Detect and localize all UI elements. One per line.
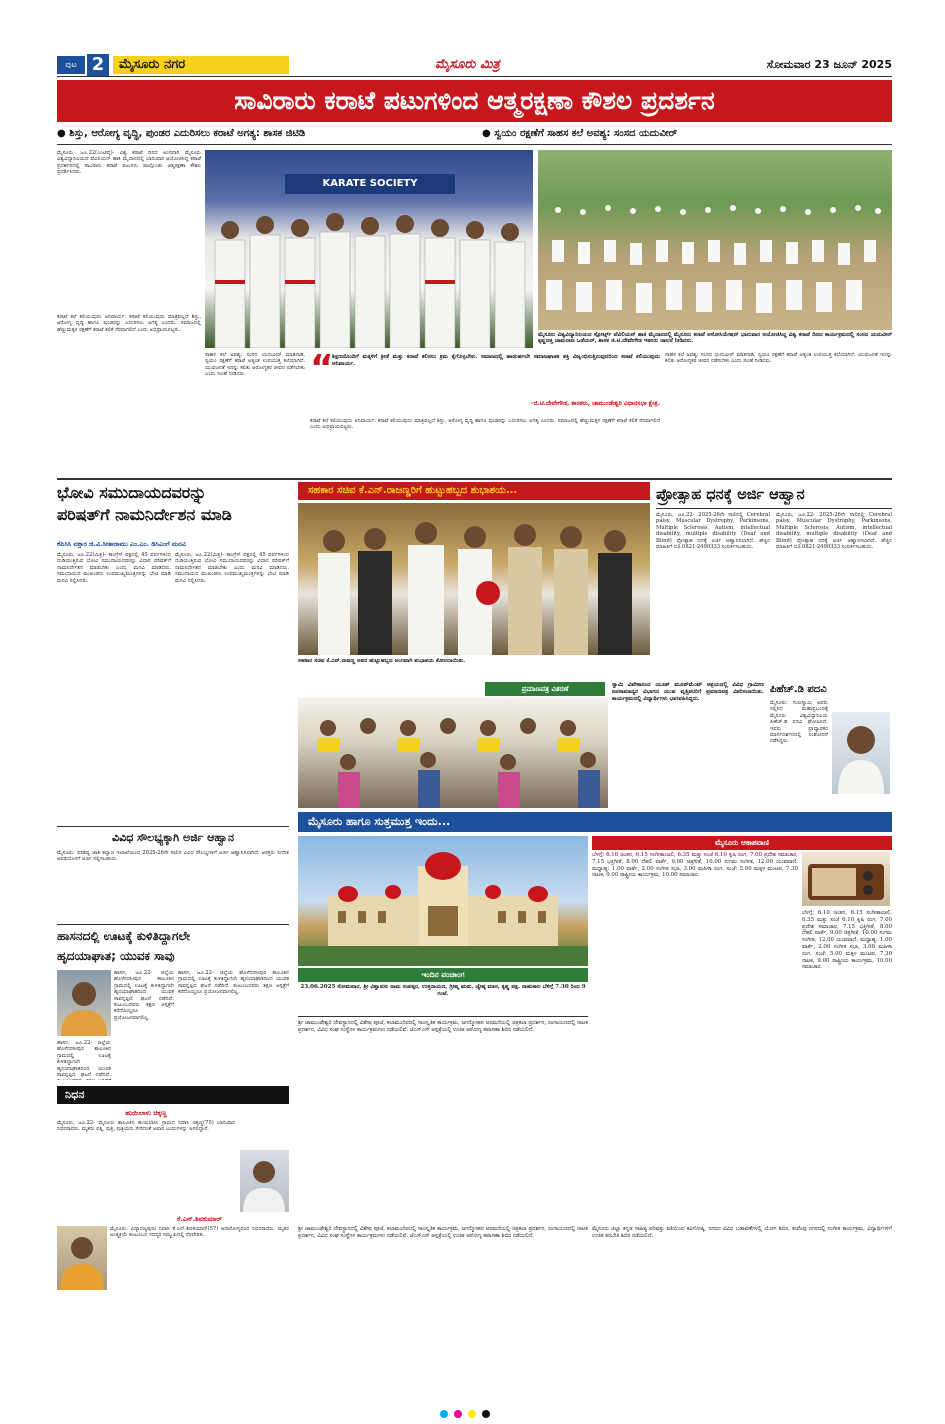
palace-illustration [298, 836, 588, 966]
obituary-body-2: ಮೈಸೂರು: ವಿದ್ಯಾರಣ್ಯಪುರಂ ನಿವಾಸಿ ಕೆ.ಎನ್.ಶಿವಕುಮಾರ್(57) ಅನಾರೋಗ್ಯದಿಂದ ನಿಧನರಾದರು. ಮೃತರ ಅಂತ್ಯಕ್ರಿಯೆ ಕುಟುಂಬದ ಸದಸ್ಯರ ಸಮ್ಮುಖದಲ್ಲಿ ನೆರವೇರಿತು. [110, 1226, 289, 1239]
certificate-body: ಸ್ವಾಮಿ ವಿವೇಕಾನಂದ ಯೂತ್ ಮೂವ್‌ಮೆಂಟ್ ಆಶ್ರಯದಲ್ಲಿ ವಿವಿಧ ಗ್ರಾಮೀಣ ಜನಸಾಮಾನ್ಯರ ವಿಭಾಗದ ಯುವ ವೃತ್ತಿಪರರಿಗೆ ಪ್ರಮಾಣಪತ್ರ ವಿತರಿಸಲಾಯಿತು. ಕಾರ್ಯಕ್ರಮದಲ್ಲಿ ವಿದ್ಯಾರ್ಥಿಗಳು ಭಾಗವಹಿಸಿದ್ದರು. [612, 682, 764, 702]
minister-header: ಸಹಕಾರ ಸಚಿವ ಕೆ.ಎನ್.ರಾಜಣ್ಣರಿಗೆ ಹುಟ್ಟುಹಬ್ಬದ ಶುಭಾಶಯ... [308, 485, 518, 496]
obituary-header-band [57, 1086, 289, 1104]
karate-dignitaries-photo [205, 150, 533, 348]
phd-body: ಮೈಸೂರು: ಗುರುಸ್ವಾಮಿ ಅವರು ಸಲ್ಲಿಸಿದ ಮಹಾಪ್ರಬಂಧಕ್ಕೆ ಮೈಸೂರು ವಿಶ್ವವಿದ್ಯಾನಿಲಯ ಪಿಹೆಚ್.ಡಿ ಪದವಿ ಘೋಷಿಸಿದೆ. ಇವರು ಪ್ರಾಧ್ಯಾಪಕರ ಮಾರ್ಗದರ್ಶನದಲ್ಲಿ ಸಂಶೋಧನೆ ನಡೆಸಿದ್ದರು. [770, 700, 828, 745]
bhovi-headline-2: ಪರಿಷತ್‌ಗೆ ನಾಮನಿರ್ದೇಶನ ಮಾಡಿ [57, 505, 232, 524]
phd-headline-block [770, 682, 892, 698]
section-divider [57, 478, 892, 480]
incentive-headline-block [656, 482, 892, 509]
incentive-body-1: ಮೈಸೂರು, ಜೂ.22- 2025-26ನೇ ಸಾಲಿನಲ್ಲಿ Cerebral palsy, Muscular Dystrophy, Parkinsons, Multiple Sclerosis, Autism, intellectual disability, multiple disability (Deaf and Blind) ಪ್ರೋತ್ಸಾಹ ಧನಕ್ಕೆ ಅರ್ಜಿ ಆಹ್ವಾನಿಸಲಾಗಿದೆ. ಹೆಚ್ಚಿನ ಮಾಹಿತಿಗೆ ದೂ.0821-2490333 ಸಂಪರ್ಕಿಸಬಹುದು. [656, 512, 770, 551]
page-number: 2 [87, 54, 109, 76]
today-header: ಮೈಸೂರು ಹಾಗೂ ಸುತ್ತಮುತ್ತ ಇಂದು... [308, 815, 451, 828]
certificate-group-silhouettes [298, 698, 608, 808]
panchanga-header-band [298, 968, 588, 982]
lead-body-2: ಕರಾಟೆ ಕಲೆ ಕಲಿಯುವುದು ಅನಿವಾರ್ಯ: ಕರಾಟೆ ಕಲಿಯುವುದು ಮಾತ್ರವಲ್ಲದೆ ಶಿಸ್ತು, ಆರೋಗ್ಯ ವೃದ್ಧಿ ಹಾಗೂ ಪುಂಡರನ್ನು ಎದುರಿಸಲು ಅಗತ್ಯ ಎಂದರು. ಸಮಾಜದಲ್ಲಿ ಹೆಣ್ಣುಮಕ್ಕಳ ರಕ್ಷಣೆಗೆ ಕರಾಟೆ ಕಲಿಕೆ ನೆರವಾಗಲಿದೆ ಎಂದು ಅಭಿಪ್ರಾಯಪಟ್ಟರು. [57, 314, 201, 333]
black-mark [482, 1410, 490, 1418]
radio-body: ಬೆಳಗ್ಗೆ: 6.10 ಚಿಂತನ, 6.15 ಸಂಗೀತಾಂಜಲಿ, 6.35 ಮತ್ತು ಸಂಜೆ 6.10 ಕೃಷಿ ರಂಗ, 7.00 ಪ್ರದೇಶ ಸಮಾಚಾರ, 7.15 ಭಕ್ತಿಗೀತೆ, 8.00 ದೆಹಲಿ ವಾರ್ತೆ, 9.00 ಚಿತ್ರಗೀತೆ, 10.00 ಸುಗಮ ಸಂಗೀತ, 12.00 ಯುವವಾಣಿ. ಮಧ್ಯಾಹ್ನ: 1.00 ವಾರ್ತೆ, 2.00 ಸಂಗೀತ ಸಭಾ, 3.00 ಮಹಿಳಾ ರಂಗ. ಸಂಜೆ: 5.00 ಮಕ್ಕಳ ಮಂಟಪ, 7.30 ನಾಟಕ, 9.00 ರಾಷ್ಟ್ರೀಯ ಕಾರ್ಯಕ್ರಮ, 10.00 ಸಮಾಚಾರ. [592, 852, 798, 879]
divider-left-2 [57, 924, 289, 925]
heart-body-1: ಹಾಸನ, ಜೂ.22- ಜಿಲ್ಲೆಯ ಹೊಳೆನರಸೀಪುರ ತಾಲೂಕಿನ ಗ್ರಾಮದಲ್ಲಿ ಊಟಕ್ಕೆ ಕುಳಿತಿದ್ದಾಗಲೇ ಹೃದಯಾಘಾತದಿಂದ ಯುವಕ ಸಾವನ್ನಪ್ಪಿದ ಘಟನೆ ನಡೆದಿದೆ. ಕುಟುಂಬದವರು ತಕ್ಷಣ ಆಸ್ಪತ್ರೆಗೆ ಕರೆದೊಯ್ದರೂ ಪ್ರಯೋಜನವಾಗಲಿಲ್ಲ. [114, 970, 174, 1021]
bhovi-headline-1: ಭೋವಿ ಸಮುದಾಯದವರನ್ನು [57, 483, 207, 502]
heart-body-3: ಹಾಸನ, ಜೂ.22- ಜಿಲ್ಲೆಯ ಹೊಳೆನರಸೀಪುರ ತಾಲೂಕಿನ ಗ್ರಾಮದಲ್ಲಿ ಊಟಕ್ಕೆ ಕುಳಿತಿದ್ದಾಗಲೇ ಹೃದಯಾಘಾತದಿಂದ ಯುವಕ ಸಾವನ್ನಪ್ಪಿದ ಘಟನೆ ನಡೆದಿದೆ. [57, 1040, 111, 1079]
lead-photo-caption: ಮೈಸೂರು ವಿಶ್ವವಿದ್ಯಾನಿಲಯದ ಸ್ಪೋರ್ಟ್ಸ್ ಪೆವಿಲಿಯನ್ ಹಾಕಿ ಮೈದಾನದಲ್ಲಿ ಮೈಸೂರು ಕರಾಟೆ ಅಸೋಸಿಯೇಷನ್ ಭಾನುವಾರ ಆಯೋಜಿಸಿದ್ದ ವಿಶ್ವ ಕರಾಟೆ ದಿನದ ಕಾರ್ಯಕ್ರಮದಲ್ಲಿ ಸಂಸದ ಯದುವೀರ್ ಕೃಷ್ಣದತ್ತ ಚಾಮರಾಜ ಒಡೆಯರ್, ಶಾಸಕ ಜಿ.ಟಿ.ದೇವೇಗೌಡ ಇತರರು ಚಾಲನೆ ನೀಡಿದರು. [538, 332, 892, 345]
radio-header-band [592, 836, 892, 850]
heart-headline-1: ಹಾಸನದಲ್ಲಿ ಊಟಕ್ಕೆ ಕುಳಿತಿದ್ದಾಗಲೇ [57, 929, 191, 943]
events-body-2: ಶ್ರೀ ಚಾಮುಂಡೇಶ್ವರಿ ದೇವಸ್ಥಾನದಲ್ಲಿ ವಿಶೇಷ ಪೂಜೆ, ಕಲಾಮಂದಿರದಲ್ಲಿ ಸಾಂಸ್ಕೃತಿಕ ಕಾರ್ಯಕ್ರಮ, ಜಗನ್ಮೋಹನ ಅರಮನೆಯಲ್ಲಿ ಚಿತ್ರಕಲಾ ಪ್ರದರ್ಶನ, ರಂಗಾಯಣದಲ್ಲಿ ನಾಟಕ ಪ್ರದರ್ಶನ, ವಿವಿಧ ಸಂಘ ಸಂಸ್ಥೆಗಳ ಕಾರ್ಯಕ್ರಮಗಳು ನಡೆಯಲಿವೆ. ಜೆಎಸ್‌ಎಸ್ ಆಸ್ಪತ್ರೆಯಲ್ಲಿ ಉಚಿತ ಆರೋಗ್ಯ ತಪಾಸಣಾ ಶಿಬಿರ ನಡೆಯಲಿದೆ. [298, 1226, 588, 1239]
lead-headline: ಸಾವಿರಾರು ಕರಾಟೆ ಪಟುಗಳಿಂದ ಆತ್ಮರಕ್ಷಣಾ ಕೌಶಲ ಪ್ರದರ್ಶನ [234, 86, 715, 115]
obituary-silhouette-1 [240, 1150, 289, 1212]
radio-header: ಮೈಸೂರು ಆಕಾಶವಾಣಿ [715, 838, 769, 847]
karate-students-pattern [538, 150, 892, 330]
print-color-marks [440, 1410, 504, 1418]
lead-subhead-left: ● ಶಿಸ್ತು, ಆರೋಗ್ಯ ವೃದ್ಧಿ, ಪುಂಡರ ಎದುರಿಸಲು ಕರಾಟೆ ಅಗತ್ಯ: ಶಾಸಕ ಜಿಟಿಡಿ [57, 128, 306, 139]
events-right: ಮೈಸೂರು ಜಿಲ್ಲಾ ಕನ್ನಡ ಸಾಹಿತ್ಯ ಪರಿಷತ್ತು ವತಿಯಿಂದ ಕವಿಗೋಷ್ಠಿ, ನಗರದ ವಿವಿಧ ಬಡಾವಣೆಗಳಲ್ಲಿ ಯೋಗ ಶಿಬಿರ, ಕುವೆಂಪು ನಗರದಲ್ಲಿ ಸಂಗೀತ ಕಾರ್ಯಕ್ರಮ, ವಿದ್ಯಾರ್ಥಿಗಳಿಗೆ ಉಚಿತ ತರಬೇತಿ ಶಿಬಿರ ನಡೆಯಲಿದೆ. [592, 1226, 892, 1239]
obituary-header: ನಿಧನ [65, 1088, 85, 1101]
karate-field-photo [538, 150, 892, 330]
certificate-photo [298, 698, 608, 808]
banner-text: KARATE SOCIETY [285, 174, 455, 194]
radio-photo [802, 852, 890, 906]
obituary-name-2: ಕೆ.ಎನ್.ಶಿವಕುಮಾರ್ [177, 1215, 222, 1223]
phd-headline: ಪಿಹೆಚ್.ಡಿ ಪದವಿ [770, 684, 827, 695]
divider-left-1 [57, 826, 289, 827]
heart-headline-block [57, 926, 289, 968]
certificate-label-band [485, 682, 605, 696]
bhovi-body-1: ಮೈಸೂರು, ಜೂ.22(ಮಿತ್ರ)- ಕಾಂಗ್ರೆಸ್ ಪಕ್ಷದಲ್ಲಿ 45 ವರ್ಷಗಳಿಂದ ದುಡಿಯುತ್ತಿರುವ ಭೋವಿ ಸಮುದಾಯದವರನ್ನು ವಿಧಾನ ಪರಿಷತ್‌ಗೆ ನಾಮನಿರ್ದೇಶನ ಮಾಡಬೇಕು ಎಂದು ಮನವಿ ಮಾಡಿದರು. ಸಮುದಾಯದ ಮುಖಂಡರು ಉಪಮುಖ್ಯಮಂತ್ರಿಗಳನ್ನು ಭೇಟಿ ಮಾಡಿ ಮನವಿ ಸಲ್ಲಿಸಿದರು. [57, 552, 171, 584]
lead-body-4: ಕರಾಟೆ ಕಲೆ ಕಲಿಯುವುದು ಅನಿವಾರ್ಯ: ಕರಾಟೆ ಕಲಿಯುವುದು ಮಾತ್ರವಲ್ಲದೆ ಶಿಸ್ತು, ಆರೋಗ್ಯ ವೃದ್ಧಿ ಹಾಗೂ ಪುಂಡರನ್ನು ಎದುರಿಸಲು ಅಗತ್ಯ ಎಂದರು. ಸಮಾಜದಲ್ಲಿ ಹೆಣ್ಣುಮಕ್ಕಳ ರಕ್ಷಣೆಗೆ ಕರಾಟೆ ಕಲಿಕೆ ನೆರವಾಗಲಿದೆ ಎಂದು ಅಭಿಪ್ರಾಯಪಟ್ಟರು. [310, 418, 660, 431]
obituary-name-1: ಹುಯಿಲಾಳು ಚಿಕ್ಕಣ್ಣ [125, 1109, 167, 1117]
lead-body-5: ಸಾಹಸ ಕಲೆ ಅವಶ್ಯ: ಸಂಸದ ಯದುವೀರ್ ಮಾತನಾಡಿ, ಸ್ವಯಂ ರಕ್ಷಣೆಗೆ ಕರಾಟೆ ಅತ್ಯಂತ ಉಪಯುಕ್ತ ಕಲೆಯಾಗಿದೆ. ಯುವಜನತೆ ಇದನ್ನು ಕಲಿತು ಆರೋಗ್ಯಕರ ಜೀವನ ನಡೆಸಬೇಕು ಎಂದು ಸಲಹೆ ನೀಡಿದರು. [665, 352, 892, 365]
panchanga-body: 23.06.2025 ಸೋಮವಾರ, ಶ್ರೀ ವಿಶ್ವಾವಸು ನಾಮ ಸಂವತ್ಸರ, ಉತ್ತರಾಯಣ, ಗ್ರೀಷ್ಮ ಋತು, ಜ್ಯೇಷ್ಠ ಮಾಸ, ಕೃಷ್ಣ ಪಕ್ಷ. ರಾಹುಕಾಲ ಬೆಳಿಗ್ಗೆ 7.30 ರಿಂದ 9 ಗಂಟೆ. [300, 984, 586, 997]
awards-headline: ವಿವಿಧ ಸೌಲಭ್ಯಕ್ಕಾಗಿ ಅರ್ಜಿ ಆಹ್ವಾನ [112, 831, 234, 844]
awards-body: ಮೈಸೂರು: ಪರಿಶಿಷ್ಟ ಜಾತಿ ಕಲ್ಯಾಣ ಇಲಾಖೆಯಿಂದ 2025-26ನೇ ಸಾಲಿನ ವಿವಿಧ ಸೌಲಭ್ಯಗಳಿಗೆ ಅರ್ಜಿ ಆಹ್ವಾನಿಸಲಾಗಿದೆ. ಆಸಕ್ತರು ನಿಗದಿತ ಅವಧಿಯೊಳಗೆ ಅರ್ಜಿ ಸಲ್ಲಿಸಬಹುದು. [57, 850, 289, 863]
victim-silhouette [57, 970, 111, 1036]
lead-body-1: ಮೈಸೂರು, ಜೂ.22(ಎಂಟಿವೈ)- ವಿಶ್ವ ಕರಾಟೆ ದಿನದ ಅಂಗವಾಗಿ ಮೈಸೂರು ವಿಶ್ವವಿದ್ಯಾನಿಲಯದ ಪೆವಿಲಿಯನ್ ಹಾಕಿ ಮೈದಾನದಲ್ಲಿ ಭಾನುವಾರ ಆಯೋಜಿಸಿದ್ದ ಕರಾಟೆ ಪ್ರದರ್ಶನದಲ್ಲಿ ಸಾವಿರಾರು ಕರಾಟೆ ಪಟುಗಳು ಪಾಲ್ಗೊಂಡು ಆತ್ಮರಕ್ಷಣಾ ಕೌಶಲ ಪ್ರದರ್ಶಿಸಿದರು. [57, 150, 201, 176]
radio-icon [802, 852, 890, 906]
subhead-left-text: ಶಿಸ್ತು, ಆರೋಗ್ಯ ವೃದ್ಧಿ, ಪುಂಡರ ಎದುರಿಸಲು ಕರಾಟೆ ಅಗತ್ಯ: ಶಾಸಕ ಜಿಟಿಡಿ [69, 128, 306, 139]
heart-headline-2: ಹೃದಯಾಘಾತ; ಯುವಕ ಸಾವು [57, 949, 175, 963]
paper-name: ಮೈಸೂರು ಮಿತ್ರ [435, 57, 500, 72]
awards-headline-block [57, 828, 289, 848]
cyan-mark [440, 1410, 448, 1418]
bhovi-byline: ಕೆಪಿಸಿಸಿ ವಕ್ತಾರ ಜಿ.ವಿ.ಸೀತಾರಾಮು ಎಂ.ಎಂ. ಡಿಸಿಎಂಗೆ ಮನವಿ [57, 540, 186, 548]
issue-date: ಸೋಮವಾರ 23 ಜೂನ್ 2025 [766, 58, 892, 71]
heart-body-2: ಹಾಸನ, ಜೂ.22- ಜಿಲ್ಲೆಯ ಹೊಳೆನರಸೀಪುರ ತಾಲೂಕಿನ ಗ್ರಾಮದಲ್ಲಿ ಊಟಕ್ಕೆ ಕುಳಿತಿದ್ದಾಗಲೇ ಹೃದಯಾಘಾತದಿಂದ ಯುವಕ ಸಾವನ್ನಪ್ಪಿದ ಘಟನೆ ನಡೆದಿದೆ. ಕುಟುಂಬದವರು ತಕ್ಷಣ ಆಸ್ಪತ್ರೆಗೆ ಕರೆದೊಯ್ದರೂ ಪ್ರಯೋಜನವಾಗಲಿಲ್ಲ. [178, 970, 289, 996]
obituary-silhouette-2 [57, 1226, 107, 1290]
today-header-band [298, 812, 892, 832]
panchanga-header: ಇಂದಿನ ಪಂಚಾಂಗ [421, 970, 465, 979]
obituary-portrait-2 [57, 1226, 107, 1290]
section-label: ಪುಟ [57, 56, 85, 74]
incentive-body-2: ಮೈಸೂರು, ಜೂ.22- 2025-26ನೇ ಸಾಲಿನಲ್ಲಿ Cerebral palsy, Muscular Dystrophy, Parkinsons, Multiple Sclerosis, Autism, intellectual disability, multiple disability (Deaf and Blind) ಪ್ರೋತ್ಸಾಹ ಧನಕ್ಕೆ ಅರ್ಜಿ ಆಹ್ವಾನಿಸಲಾಗಿದೆ. ಹೆಚ್ಚಿನ ಮಾಹಿತಿಗೆ ದೂ.0821-2490333 ಸಂಪರ್ಕಿಸಬಹುದು. [776, 512, 892, 551]
lead-headline-band [57, 80, 892, 122]
incentive-headline: ಪ್ರೋತ್ಸಾಹ ಧನಕ್ಕೆ ಅರ್ಜಿ ಆಹ್ವಾನ [656, 487, 805, 503]
events-body: ಶ್ರೀ ಚಾಮುಂಡೇಶ್ವರಿ ದೇವಸ್ಥಾನದಲ್ಲಿ ವಿಶೇಷ ಪೂಜೆ, ಕಲಾಮಂದಿರದಲ್ಲಿ ಸಾಂಸ್ಕೃತಿಕ ಕಾರ್ಯಕ್ರಮ, ಜಗನ್ಮೋಹನ ಅರಮನೆಯಲ್ಲಿ ಚಿತ್ರಕಲಾ ಪ್ರದರ್ಶನ, ರಂಗಾಯಣದಲ್ಲಿ ನಾಟಕ ಪ್ರದರ್ಶನ, ವಿವಿಧ ಸಂಘ ಸಂಸ್ಥೆಗಳ ಕಾರ್ಯಕ್ರಮಗಳು ನಡೆಯಲಿವೆ. ಜೆಎಸ್‌ಎಸ್ ಆಸ್ಪತ್ರೆಯಲ್ಲಿ ಉಚಿತ ಆರೋಗ್ಯ ತಪಾಸಣಾ ಶಿಬಿರ ನಡೆಯಲಿದೆ. [298, 1020, 588, 1033]
bhovi-headline-block [57, 482, 289, 536]
minister-photo [298, 503, 650, 655]
lead-quote-text: ಶಿಕ್ಷಣದೊಂದಿಗೆ ಮಕ್ಕಳಿಗೆ ಕ್ರೀಡೆ ಮತ್ತು ಕರಾಟೆ ಕಲಿಸಲು ಕ್ರಮ ಕೈಗೊಳ್ಳಬೇಕು. ಸಮಾಜದಲ್ಲಿ ಹಾಡುಹಗಲೇ ಸಮಾಜಘಾತಕ ಶಕ್ತಿ ವಿಜೃಂಭಿಸುತ್ತಿರುವುದರಿಂದ ಕರಾಟೆ ಕಲಿಯುವುದು ಅನಿವಾರ್ಯ. [332, 354, 660, 367]
minister-caption: ಸಹಕಾರ ಸಚಿವ ಕೆ.ಎನ್.ರಾಜಣ್ಣ ಅವರ ಹುಟ್ಟುಹಬ್ಬದ ಅಂಗವಾಗಿ ಶುಭಾಶಯ ಕೋರಲಾಯಿತು. [298, 658, 466, 664]
heart-victim-photo [57, 970, 111, 1036]
people-silhouettes [205, 210, 533, 348]
mysore-palace-photo [298, 836, 588, 966]
panchanga-divider [298, 1016, 588, 1017]
portrait-silhouette [832, 712, 890, 794]
magenta-mark [454, 1410, 462, 1418]
lead-subheads [57, 124, 892, 145]
minister-people-silhouettes [298, 503, 650, 655]
phd-portrait [832, 712, 890, 794]
minister-header-band [298, 482, 650, 500]
lead-quote-box [310, 348, 660, 414]
subhead-right-text: ಸ್ವಯಂ ರಕ್ಷಣೆಗೆ ಸಾಹಸ ಕಲೆ ಅವಶ್ಯ: ಸಂಸದ ಯದುವೀರ್ [494, 128, 678, 139]
bhovi-body-2: ಮೈಸೂರು, ಜೂ.22(ಮಿತ್ರ)- ಕಾಂಗ್ರೆಸ್ ಪಕ್ಷದಲ್ಲಿ 45 ವರ್ಷಗಳಿಂದ ದುಡಿಯುತ್ತಿರುವ ಭೋವಿ ಸಮುದಾಯದವರನ್ನು ವಿಧಾನ ಪರಿಷತ್‌ಗೆ ನಾಮನಿರ್ದೇಶನ ಮಾಡಬೇಕು ಎಂದು ಮನವಿ ಮಾಡಿದರು. ಸಮುದಾಯದ ಮುಖಂಡರು ಉಪಮುಖ್ಯಮಂತ್ರಿಗಳನ್ನು ಭೇಟಿ ಮಾಡಿ ಮನವಿ ಸಲ್ಲಿಸಿದರು. [175, 552, 289, 584]
radio-body-2: ಬೆಳಗ್ಗೆ: 6.10 ಚಿಂತನ, 6.15 ಸಂಗೀತಾಂಜಲಿ, 6.35 ಮತ್ತು ಸಂಜೆ 6.10 ಕೃಷಿ ರಂಗ, 7.00 ಪ್ರದೇಶ ಸಮಾಚಾರ, 7.15 ಭಕ್ತಿಗೀತೆ, 8.00 ದೆಹಲಿ ವಾರ್ತೆ, 9.00 ಚಿತ್ರಗೀತೆ, 10.00 ಸುಗಮ ಸಂಗೀತ, 12.00 ಯುವವಾಣಿ. ಮಧ್ಯಾಹ್ನ: 1.00 ವಾರ್ತೆ, 2.00 ಸಂಗೀತ ಸಭಾ, 3.00 ಮಹಿಳಾ ರಂಗ. ಸಂಜೆ: 5.00 ಮಕ್ಕಳ ಮಂಟಪ, 7.30 ನಾಟಕ, 9.00 ರಾಷ್ಟ್ರೀಯ ಕಾರ್ಯಕ್ರಮ, 10.00 ಸಮಾಚಾರ. [802, 910, 892, 971]
masthead [57, 54, 892, 77]
lead-body-3: ಸಾಹಸ ಕಲೆ ಅವಶ್ಯ: ಸಂಸದ ಯದುವೀರ್ ಮಾತನಾಡಿ, ಸ್ವಯಂ ರಕ್ಷಣೆಗೆ ಕರಾಟೆ ಅತ್ಯಂತ ಉಪಯುಕ್ತ ಕಲೆಯಾಗಿದೆ. ಯುವಜನತೆ ಇದನ್ನು ಕಲಿತು ಆರೋಗ್ಯಕರ ಜೀವನ ನಡೆಸಬೇಕು ಎಂದು ಸಲಹೆ ನೀಡಿದರು. [205, 352, 305, 378]
quote-mark-icon: “ [310, 348, 334, 389]
section-title: ಮೈಸೂರು ನಗರ [113, 56, 289, 74]
certificate-label: ಪ್ರಮಾಣಪತ್ರ ವಿತರಣೆ [521, 685, 569, 693]
lead-quote-author: -ಜಿ.ಟಿ.ದೇವೇಗೌಡ, ಶಾಸಕರು, ಚಾಮುಂಡೇಶ್ವರಿ ವಿಧಾನಸಭಾ ಕ್ಷೇತ್ರ. [531, 400, 660, 407]
lead-subhead-right: ● ಸ್ವಯಂ ರಕ್ಷಣೆಗೆ ಸಾಹಸ ಕಲೆ ಅವಶ್ಯ: ಸಂಸದ ಯದುವೀರ್ [482, 128, 678, 139]
obituary-body-1: ಮೈಸೂರು, ಜೂ.22- ಮೈಸೂರು ತಾಲೂಕಿನ ಹುಯಿಲಾಳು ಗ್ರಾಮದ ನಿವಾಸಿ ಚಿಕ್ಕಣ್ಣ(75) ಭಾನುವಾರ ನಿಧನರಾದರು. ಮೃತರು ಪತ್ನಿ, ಪುತ್ರ, ಪುತ್ರಿಯರು ಸೇರಿದಂತೆ ಅಪಾರ ಬಂಧುಗಳನ್ನು ಅಗಲಿದ್ದಾರೆ. [57, 1120, 235, 1133]
obituary-portrait-1 [240, 1150, 289, 1212]
yellow-mark [468, 1410, 476, 1418]
